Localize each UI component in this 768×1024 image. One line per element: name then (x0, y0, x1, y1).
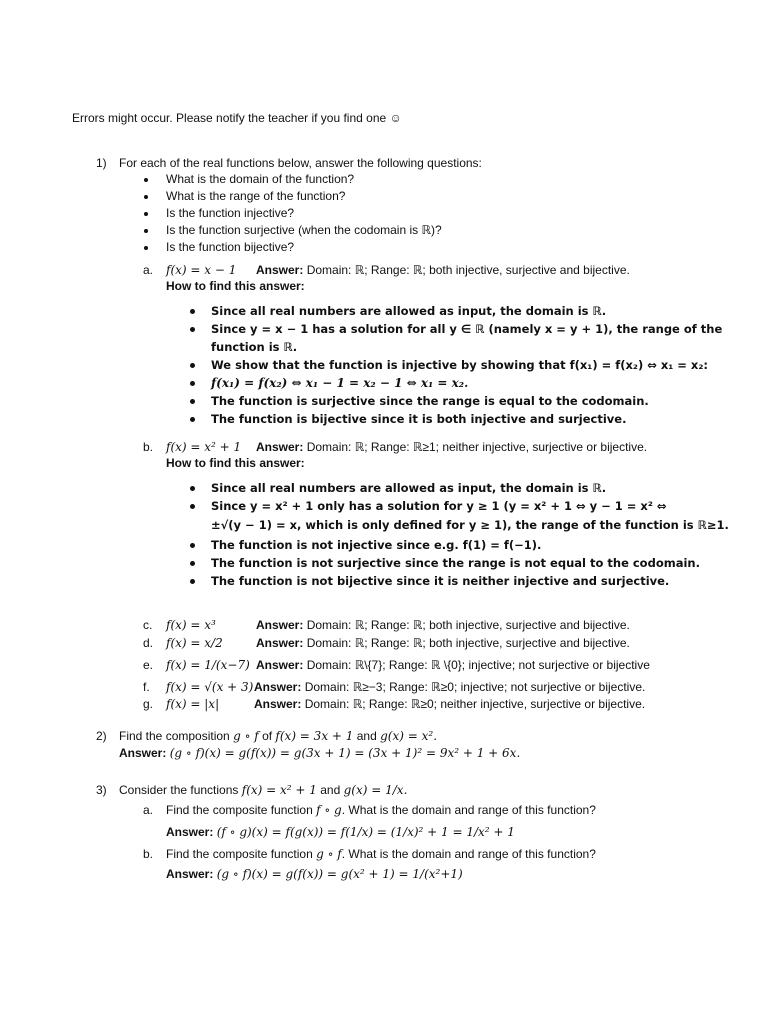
q1d-answer: Domain: ℝ; Range: ℝ; both injective, surjective and bijective. (306, 636, 630, 650)
answer-label: Answer: (166, 825, 214, 839)
answer-label: Answer: (256, 263, 304, 277)
bullet-icon (190, 504, 195, 509)
q1c-answer-line (256, 617, 630, 633)
q1f-answer: Domain: ℝ≥−3; Range: ℝ≥0; injective; not surjective or bijective. (304, 680, 646, 694)
bullet-icon (144, 195, 148, 199)
q1a-answer: Domain: ℝ; Range: ℝ; both injective, surjective and bijective. (306, 263, 630, 277)
bullet-icon (190, 381, 195, 386)
answer-label: Answer: (119, 746, 167, 760)
q1-question-domain: What is the domain of the function? (166, 172, 355, 186)
notice-text: Errors might occur. Please notify the teacher if you find one (72, 111, 387, 125)
q1a-function: f(x) = x − 1 (166, 263, 237, 277)
q3b-answer-line (166, 866, 463, 882)
q1a-how-5: The function is surjective since the range is equal to the codomain. (211, 394, 649, 408)
bullet-icon (190, 579, 195, 584)
q1g-letter: g. (143, 697, 154, 711)
q1b-how-3: The function is not injective since e.g. f(1) = f(−1). (211, 538, 542, 552)
q3b-answer: (g ∘ f)(x) = g(f(x)) = g(x² + 1) = 1/(x²+1) (216, 867, 463, 881)
q1g-answer-line (254, 696, 645, 712)
q1g-answer: Domain: ℝ; Range: ℝ≥0; neither injective, surjective or bijective. (304, 697, 646, 711)
smiley-icon: ☺ (389, 111, 402, 125)
q1a-how-4: f(x₁) = f(x₂) ⇔ x₁ − 1 = x₂ − 1 ⇔ x₁ = x₂. (211, 376, 469, 390)
q1a-how-1: Since all real numbers are allowed as input, the domain is ℝ. (211, 304, 607, 318)
q1-question-range: What is the range of the function? (166, 189, 346, 203)
q1-question-bijective: Is the function bijective? (166, 240, 295, 254)
q2-composition: g ∘ f (233, 729, 259, 743)
q1-intro: For each of the real functions below, answer the following questions: (119, 156, 482, 170)
bullet-icon (190, 363, 195, 368)
q1b-how-label: How to find this answer: (166, 456, 305, 470)
q2-gx: g(x) = x². (380, 729, 438, 743)
q1b-how-2-cont: ±√(y − 1) = x, which is only defined for y ≥ 1), the range of the function is ℝ≥1. (211, 518, 729, 532)
q1b-how-4: The function is not surjective since the range is not equal to the codomain. (211, 556, 700, 570)
q1b-how-1: Since all real numbers are allowed as input, the domain is ℝ. (211, 481, 607, 495)
q3b-text-post: . What is the domain and range of this function? (341, 847, 596, 861)
bullet-icon (190, 561, 195, 566)
q3-text-and: and (320, 783, 341, 797)
q1c-letter: c. (143, 618, 153, 632)
q1f-answer-line (254, 679, 645, 695)
bullet-icon (190, 486, 195, 491)
q2-answer: (g ∘ f)(x) = g(f(x)) = g(3x + 1) = (3x + 1)² = 9x² + 1 + 6x. (169, 746, 521, 760)
q1d-function: f(x) = x/2 (166, 636, 223, 650)
q1b-answer: Domain: ℝ; Range: ℝ≥1; neither injective, surjective or bijective. (306, 440, 648, 454)
q1a-how-2: Since y = x − 1 has a solution for all y ∈ ℝ (namely x = y + 1), the range of the (211, 322, 723, 336)
q2-text-of: of (262, 729, 273, 743)
q1f-letter: f. (143, 680, 150, 694)
q1g-function: f(x) = |x| (166, 697, 220, 711)
q3b-question (166, 846, 596, 862)
q3a-letter: a. (143, 803, 154, 817)
q2-fx: f(x) = 3x + 1 (275, 729, 354, 743)
q3-gx: g(x) = 1/x. (343, 783, 408, 797)
q1b-answer-line (256, 439, 647, 455)
q1e-letter: e. (143, 658, 154, 672)
q3a-text-post: . What is the domain and range of this function? (341, 803, 596, 817)
q1-question-surjective: Is the function surjective (when the codomain is ℝ)? (166, 223, 442, 237)
q1f-function: f(x) = √(x + 3) (166, 680, 254, 694)
q1d-letter: d. (143, 636, 154, 650)
q1e-function: f(x) = 1/(x−7) (166, 658, 250, 672)
q1b-how-2: Since y = x² + 1 only has a solution for y ≥ 1 (y = x² + 1 ⇔ y − 1 = x² ⇔ (211, 499, 667, 513)
q1a-how-label: How to find this answer: (166, 279, 305, 293)
q3b-composition: g ∘ f (316, 847, 342, 861)
q2-answer-line (119, 745, 520, 761)
answer-label: Answer: (256, 658, 304, 672)
q3-fx: f(x) = x² + 1 (241, 783, 317, 797)
bullet-icon (190, 327, 195, 332)
q3b-letter: b. (143, 847, 154, 861)
q2-number: 2) (96, 729, 107, 743)
q3a-text-pre: Find the composite function (166, 803, 313, 817)
answer-label: Answer: (256, 440, 304, 454)
notice-line (72, 110, 402, 126)
q3b-text-pre: Find the composite function (166, 847, 313, 861)
q3a-composition: f ∘ g (316, 803, 342, 817)
q3a-answer: (f ∘ g)(x) = f(g(x)) = f(1/x) = (1/x)² + 1 = 1/x² + 1 (216, 825, 515, 839)
q1b-function: f(x) = x² + 1 (166, 440, 242, 454)
answer-label: Answer: (254, 697, 302, 711)
bullet-icon (144, 229, 148, 233)
bullet-icon (190, 309, 195, 314)
bullet-icon (190, 543, 195, 548)
q1b-how-5: The function is not bijective since it is neither injective and surjective. (211, 574, 670, 588)
bullet-icon (144, 212, 148, 216)
answer-label: Answer: (166, 867, 214, 881)
q1a-letter: a. (143, 263, 154, 277)
bullet-icon (190, 399, 195, 404)
q1-number: 1) (96, 156, 107, 170)
q3a-question (166, 802, 596, 818)
q1-question-injective: Is the function injective? (166, 206, 295, 220)
q3a-answer-line (166, 824, 515, 840)
q1c-function: f(x) = x³ (166, 618, 216, 632)
answer-label: Answer: (256, 636, 304, 650)
answer-label: Answer: (256, 618, 304, 632)
q3-text-pre: Consider the functions (119, 783, 239, 797)
q1a-how-3: We show that the function is injective by showing that f(x₁) = f(x₂) ⇔ x₁ = x₂: (211, 358, 708, 372)
q1c-answer: Domain: ℝ; Range: ℝ; both injective, surjective and bijective. (306, 618, 630, 632)
q2-text-pre: Find the composition (119, 729, 230, 743)
answer-label: Answer: (254, 680, 302, 694)
q2-text-and: and (356, 729, 377, 743)
q1a-how-2-cont: function is ℝ. (211, 340, 298, 354)
q1a-how-6: The function is bijective since it is both injective and surjective. (211, 412, 627, 426)
q3-text (119, 782, 407, 798)
q2-text (119, 728, 437, 744)
bullet-icon (190, 417, 195, 422)
q1e-answer: Domain: ℝ\{7}; Range: ℝ \{0}; injective; not surjective or bijective (306, 658, 650, 672)
q1b-letter: b. (143, 440, 154, 454)
bullet-icon (144, 246, 148, 250)
q3-number: 3) (96, 783, 107, 797)
q1e-answer-line (256, 657, 650, 673)
q1a-answer-line (256, 262, 630, 278)
q1d-answer-line (256, 635, 630, 651)
bullet-icon (144, 178, 148, 182)
